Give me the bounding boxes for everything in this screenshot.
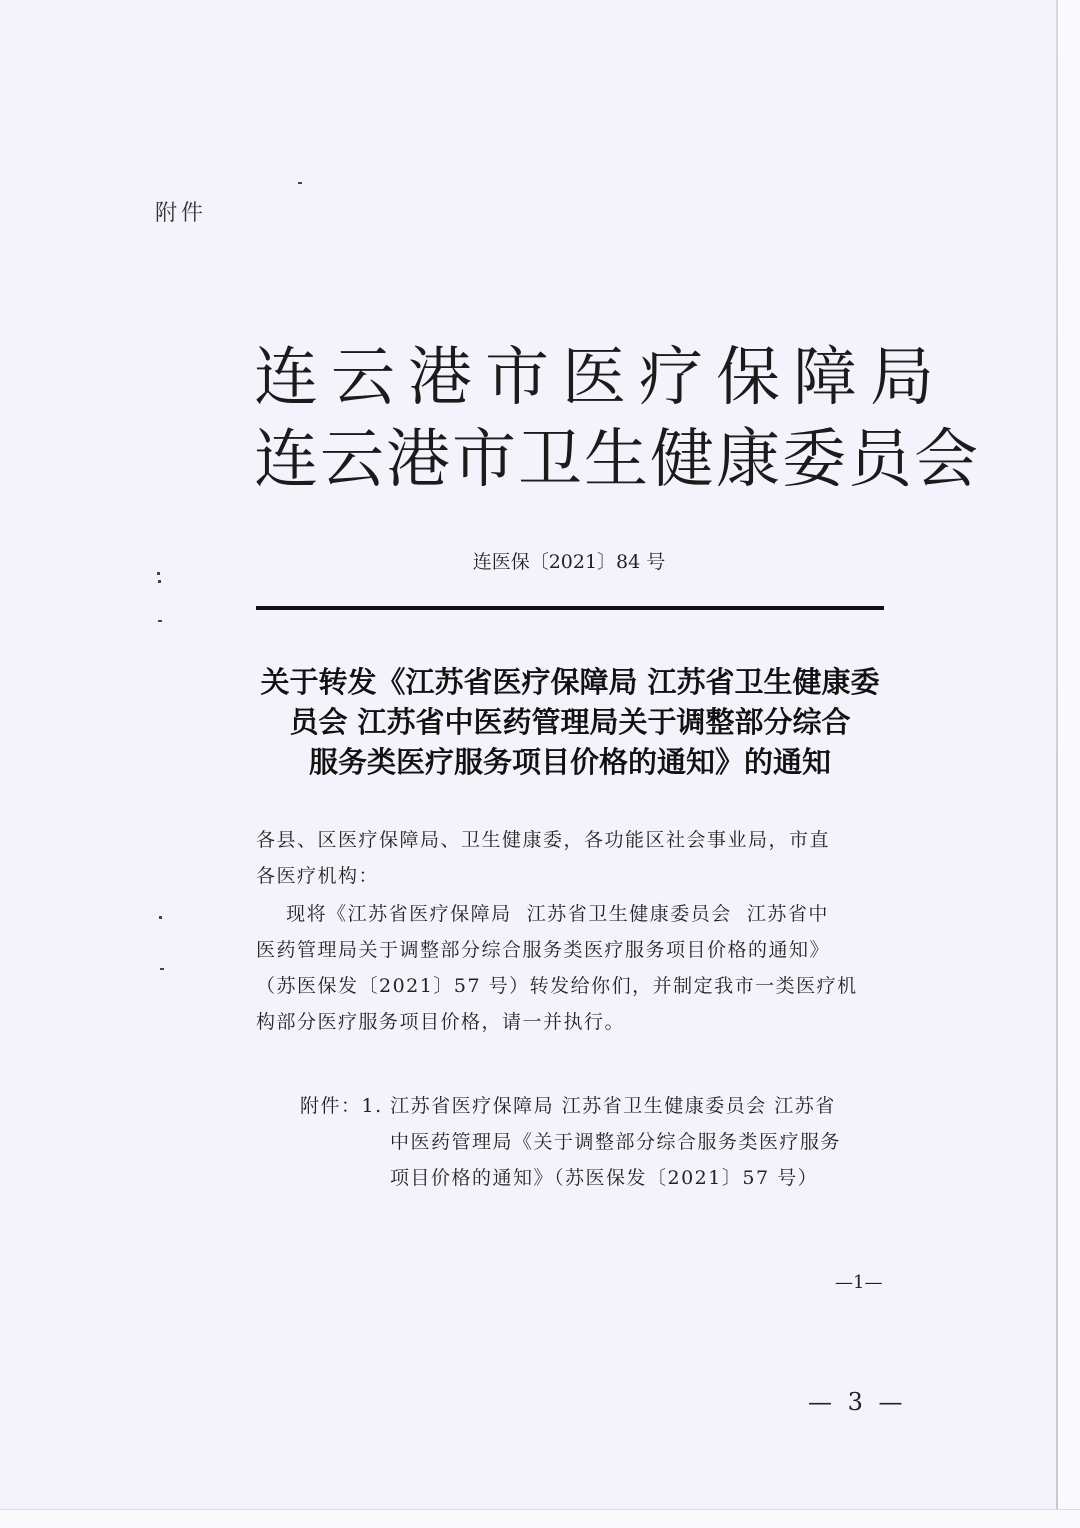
scan-fleck — [159, 916, 162, 919]
header-divider — [256, 606, 884, 610]
scan-fleck — [157, 572, 160, 575]
notice-title-line: 服务类医疗服务项目价格的通知》的通知 — [308, 745, 831, 779]
scan-edge-bottom — [0, 1509, 1080, 1528]
outer-page-number: — 3 — — [808, 1388, 907, 1416]
body-line: （苏医保发〔2021〕57 号）转发给你们，并制定我市一类医疗机 — [256, 975, 858, 997]
annex-line: 附件：1. 江苏省医疗保障局 江苏省卫生健康委员会 江苏省 — [300, 1095, 836, 1117]
notice-title-line: 员会 江苏省中医药管理局关于调整部分综合 — [289, 705, 851, 739]
scan-fleck — [160, 968, 164, 970]
notice-title-line: 关于转发《江苏省医疗保障局 江苏省卫生健康委 — [260, 665, 880, 699]
body-line: 现将《江苏省医疗保障局 江苏省卫生健康委员会 江苏省中 — [256, 903, 829, 925]
scan-fleck — [158, 580, 161, 583]
body-paragraph — [256, 896, 886, 1040]
issuer-health-commission: 连云港市卫生健康委员会 — [254, 423, 980, 497]
attachment-label: 附件 — [155, 201, 208, 226]
body-line: 医药管理局关于调整部分综合服务类医疗服务项目价格的通知》 — [256, 939, 831, 961]
addressee-line: 各县、区医疗保障局、卫生健康委，各功能区社会事业局，市直 — [256, 829, 831, 851]
body-line: 构部分医疗服务项目价格，请一并执行。 — [256, 1011, 626, 1033]
notice-title — [240, 662, 900, 782]
annex-line: 中医药管理局《关于调整部分综合服务类医疗服务 — [390, 1131, 842, 1153]
addressee-line: 各医疗机构： — [256, 865, 380, 887]
inner-page-number: —1— — [835, 1272, 883, 1293]
scan-edge-line — [1056, 0, 1058, 1528]
annex-line: 项目价格的通知》（苏医保发〔2021〕57 号） — [390, 1167, 819, 1189]
document-number: 连医保〔2021〕84 号 — [472, 551, 666, 573]
scan-fleck — [298, 182, 302, 184]
annex-list — [300, 1088, 890, 1196]
scan-fleck — [158, 620, 162, 622]
issuer-medical-security-bureau: 连云港市医疗保障局 — [254, 341, 947, 415]
scan-edge-right — [1058, 0, 1080, 1528]
addressee — [256, 822, 886, 894]
